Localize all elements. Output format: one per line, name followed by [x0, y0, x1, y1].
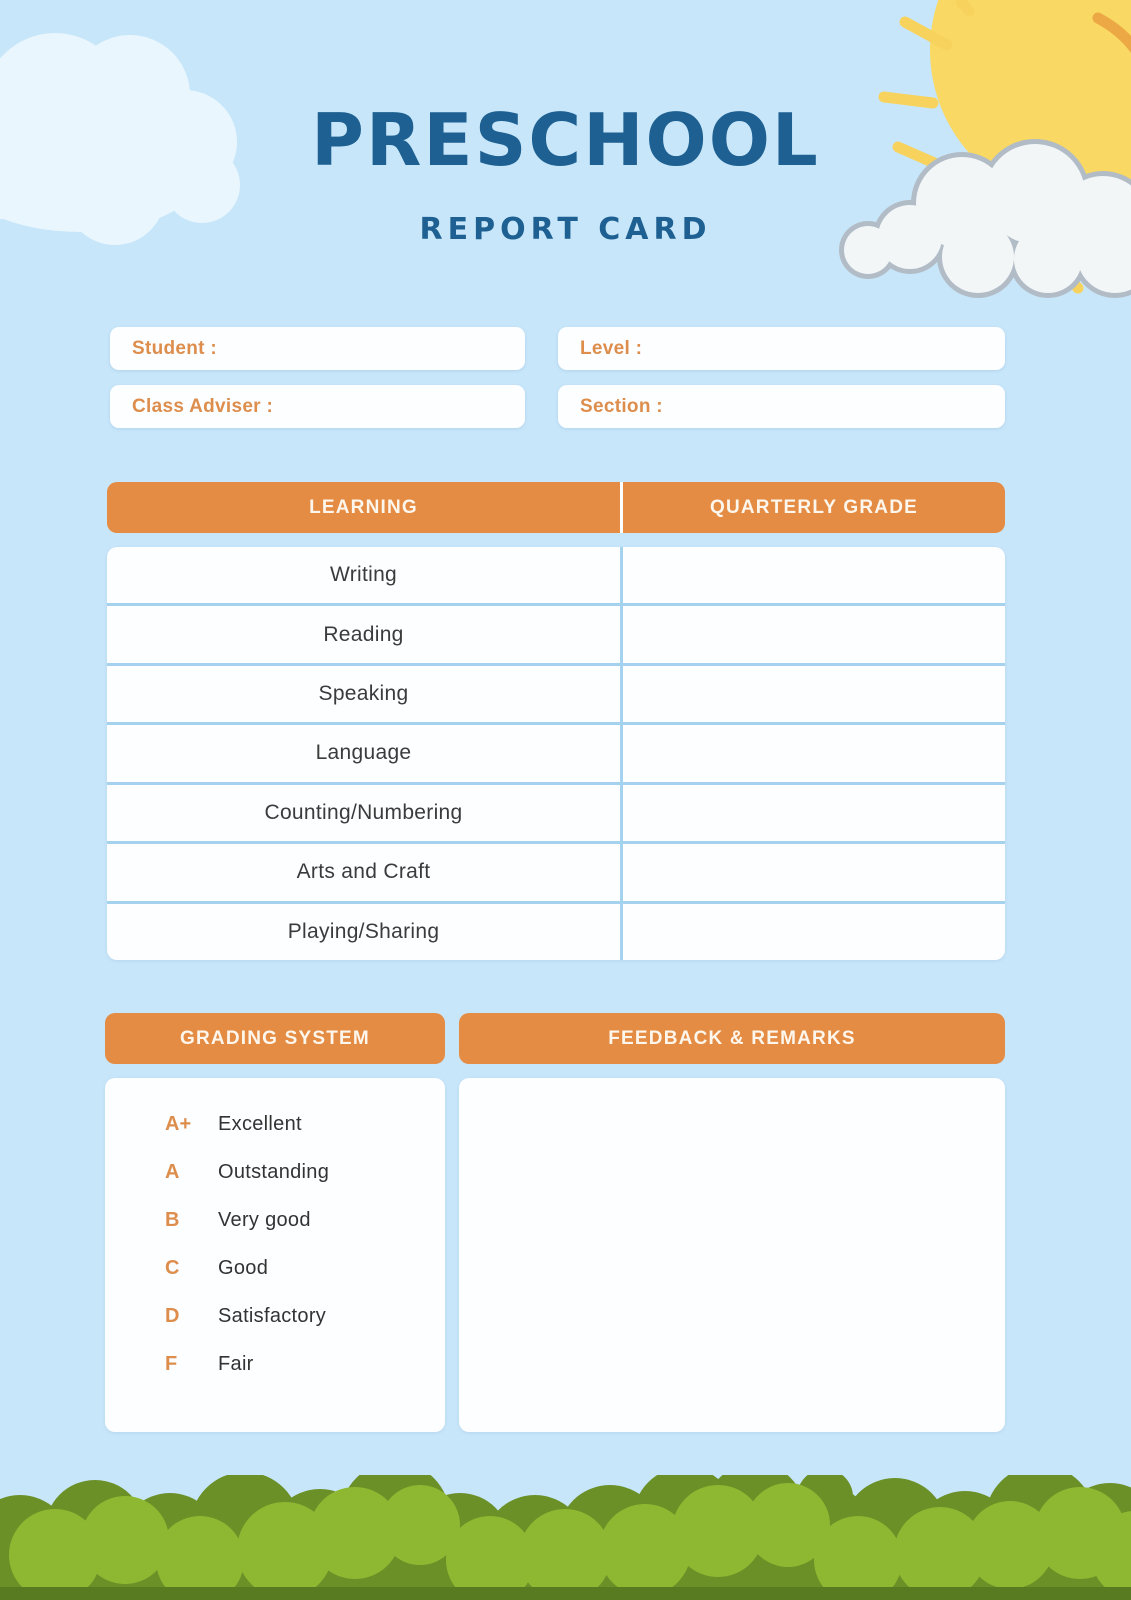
- feedback-content[interactable]: [459, 1078, 1005, 1432]
- grading-system-panel: [105, 1078, 445, 1432]
- grade-letter: C: [165, 1256, 180, 1279]
- grade-cell[interactable]: [620, 785, 1005, 841]
- feedback-panel: [459, 1078, 1005, 1432]
- subject-cell: Speaking: [318, 682, 409, 706]
- learning-header-label: LEARNING: [309, 496, 418, 518]
- grading-item: [105, 1292, 445, 1340]
- page-title: PRESCHOOL: [311, 98, 820, 182]
- grade-description: Fair: [218, 1352, 254, 1375]
- table-row: [107, 606, 1005, 665]
- grade-cell[interactable]: [620, 666, 1005, 722]
- grade-letter: A+: [165, 1112, 192, 1135]
- grade-description: Very good: [218, 1208, 311, 1231]
- grading-item: [105, 1100, 445, 1148]
- table-row: [107, 666, 1005, 725]
- grade-letter: D: [165, 1304, 180, 1327]
- quarterly-grade-column-header: [623, 482, 1005, 533]
- bush-front-layer: [9, 1483, 1131, 1600]
- table-row: [107, 725, 1005, 784]
- grading-item: [105, 1340, 445, 1388]
- learning-table: [107, 547, 1005, 960]
- subject-cell: Counting/Numbering: [264, 800, 463, 824]
- class-adviser-label: Class Adviser :: [132, 395, 274, 417]
- section-label: Section :: [580, 395, 663, 417]
- class-adviser-field[interactable]: [110, 385, 525, 428]
- bush-decoration: [0, 1475, 1131, 1600]
- subject-cell: Playing/Sharing: [287, 919, 440, 943]
- subject-cell: Writing: [329, 563, 398, 587]
- level-field[interactable]: [558, 327, 1005, 370]
- feedback-remarks-header: [459, 1013, 1005, 1064]
- grade-cell[interactable]: [620, 606, 1005, 662]
- level-label: Level :: [580, 337, 643, 359]
- subject-cell: Reading: [323, 622, 404, 646]
- grading-item: [105, 1196, 445, 1244]
- grading-item: [105, 1148, 445, 1196]
- feedback-remarks-title: FEEDBACK & REMARKS: [608, 1027, 856, 1049]
- grading-system-title: GRADING SYSTEM: [180, 1027, 370, 1049]
- bush-back-layer: [0, 1475, 1131, 1599]
- table-row: [107, 547, 1005, 606]
- table-row: [107, 844, 1005, 903]
- grade-description: Outstanding: [218, 1160, 330, 1183]
- grade-letter: B: [165, 1208, 180, 1231]
- grade-cell[interactable]: [620, 844, 1005, 900]
- subject-cell: Language: [315, 741, 412, 765]
- table-row: [107, 785, 1005, 844]
- page-subtitle: REPORT CARD: [419, 212, 712, 247]
- grade-letter: F: [165, 1352, 178, 1375]
- table-row: [107, 904, 1005, 960]
- quarterly-grade-header-label: QUARTERLY GRADE: [709, 496, 919, 518]
- grade-cell[interactable]: [620, 725, 1005, 781]
- student-field[interactable]: [110, 327, 525, 370]
- grade-description: Satisfactory: [218, 1304, 327, 1327]
- grading-system-header: [105, 1013, 445, 1064]
- subject-cell: Arts and Craft: [296, 860, 431, 884]
- grade-cell[interactable]: [620, 904, 1005, 960]
- grade-description: Good: [218, 1256, 269, 1279]
- grade-cell[interactable]: [620, 547, 1005, 603]
- grading-item: [105, 1244, 445, 1292]
- learning-column-header: [107, 482, 623, 533]
- grade-description: Excellent: [218, 1112, 302, 1135]
- learning-table-header: [107, 482, 1005, 533]
- section-field[interactable]: [558, 385, 1005, 428]
- grade-letter: A: [165, 1160, 180, 1183]
- student-label: Student :: [132, 337, 218, 359]
